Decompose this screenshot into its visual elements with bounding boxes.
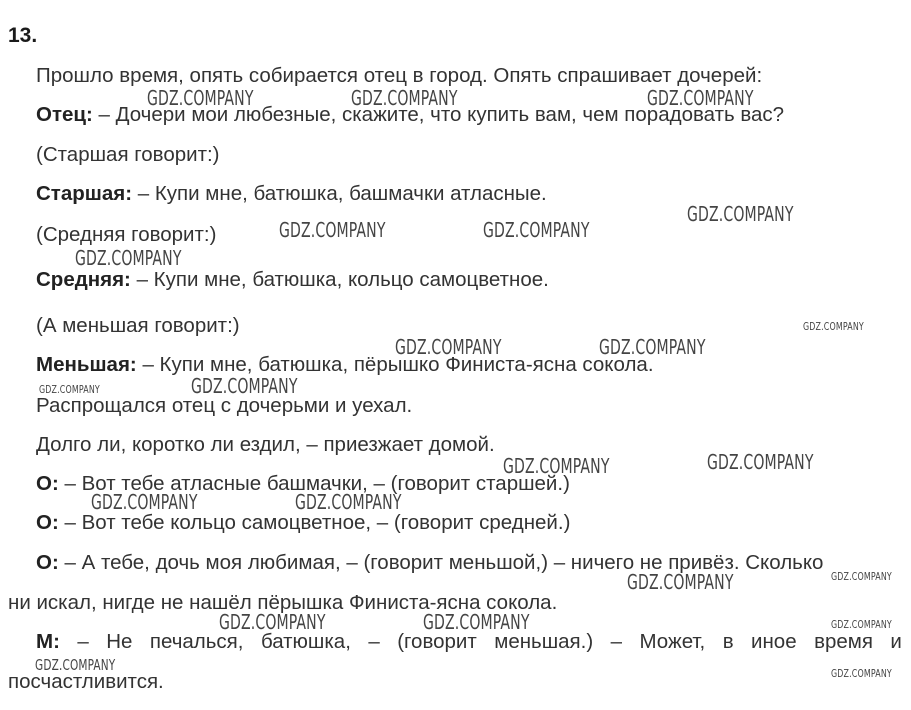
word: Не — [106, 630, 133, 653]
watermark: GDZ.COMPANY — [279, 218, 386, 242]
text-line-10: Долго ли, коротко ли ездил, – приезжает домой. — [36, 433, 495, 456]
word: – — [368, 630, 380, 653]
speaker-label: М: — [36, 630, 60, 653]
watermark: GDZ.COMPANY — [423, 610, 530, 634]
text-line-9: Распрощался отец с дочерьми и уехал. — [36, 394, 413, 417]
text-line-14: ни искал, нигде не нашёл пёрышка Финиста-ясна сокола. — [8, 591, 558, 614]
watermark: GDZ.COMPANY — [91, 490, 198, 514]
text-line-12 — [36, 511, 570, 535]
speech-text: – Купи мне, батюшка, кольцо самоцветное. — [130, 268, 549, 291]
speech-text: – Вот тебе кольцо самоцветное, – (говорит средней.) — [58, 511, 571, 534]
watermark: GDZ.COMPANY — [831, 570, 892, 583]
watermark: GDZ.COMPANY — [191, 374, 298, 398]
speaker-label: Отец: — [36, 103, 93, 126]
word: меньшая.) — [494, 630, 594, 653]
watermark: GDZ.COMPANY — [599, 335, 706, 359]
speech-text: – Купи мне, батюшка, пёрышко Финиста-ясна сокола. — [136, 353, 654, 376]
text-line-8 — [36, 353, 654, 377]
word: – — [610, 630, 623, 653]
text-line-5: (Средняя говорит:) — [36, 223, 217, 246]
speaker-label: Старшая: — [36, 182, 133, 205]
speech-text: – Дочери мои любезные, скажите, что купить вам, чем порадовать вас? — [92, 103, 785, 126]
watermark: GDZ.COMPANY — [483, 218, 590, 242]
word: – — [77, 630, 89, 653]
word: печалься, — [149, 630, 244, 653]
word: (говорит — [397, 630, 477, 653]
task-number: 13. — [8, 24, 38, 47]
word: батюшка, — [260, 630, 351, 653]
watermark: GDZ.COMPANY — [295, 490, 402, 514]
speech-text: – Купи мне, батюшка, башмачки атласные. — [132, 182, 547, 205]
word: и — [890, 630, 902, 653]
word: иное — [751, 630, 797, 653]
speaker-label: Средняя: — [36, 268, 131, 291]
watermark: GDZ.COMPANY — [503, 454, 610, 478]
watermark: GDZ.COMPANY — [147, 86, 254, 110]
watermark: GDZ.COMPANY — [39, 383, 100, 396]
speech-text: – А тебе, дочь моя любимая, – (говорит меньшой,) – ничего не привёз. Сколько — [58, 551, 824, 574]
text-line-3: (Старшая говорит:) — [36, 143, 220, 166]
text-line-7: (А меньшая говорит:) — [36, 314, 240, 337]
watermark: GDZ.COMPANY — [803, 320, 864, 333]
watermark: GDZ.COMPANY — [351, 86, 458, 110]
text-line-6 — [36, 268, 549, 292]
watermark: GDZ.COMPANY — [75, 246, 182, 270]
watermark: GDZ.COMPANY — [395, 335, 502, 359]
watermark: GDZ.COMPANY — [647, 86, 754, 110]
watermark: GDZ.COMPANY — [219, 610, 326, 634]
speaker-label: О: — [36, 511, 59, 534]
watermark: GDZ.COMPANY — [707, 450, 814, 474]
text-line-1: Прошло время, опять собирается отец в город. Опять спрашивает дочерей: — [36, 64, 763, 87]
watermark: GDZ.COMPANY — [627, 570, 734, 594]
text-line-4 — [36, 182, 547, 206]
word: время — [814, 630, 873, 653]
watermark: GDZ.COMPANY — [687, 202, 794, 226]
speaker-label: О: — [36, 551, 59, 574]
text-line-16: посчастливится. — [8, 670, 164, 693]
speech-text: – Вот тебе атласные башмачки, – (говорит старшей.) — [58, 472, 570, 495]
speaker-label: Меньшая: — [36, 353, 137, 376]
word: в — [722, 630, 734, 653]
watermark: GDZ.COMPANY — [831, 618, 892, 631]
word: Может, — [639, 630, 706, 653]
speaker-label: О: — [36, 472, 59, 495]
watermark: GDZ.COMPANY — [831, 667, 892, 680]
watermark: GDZ.COMPANY — [35, 656, 116, 674]
